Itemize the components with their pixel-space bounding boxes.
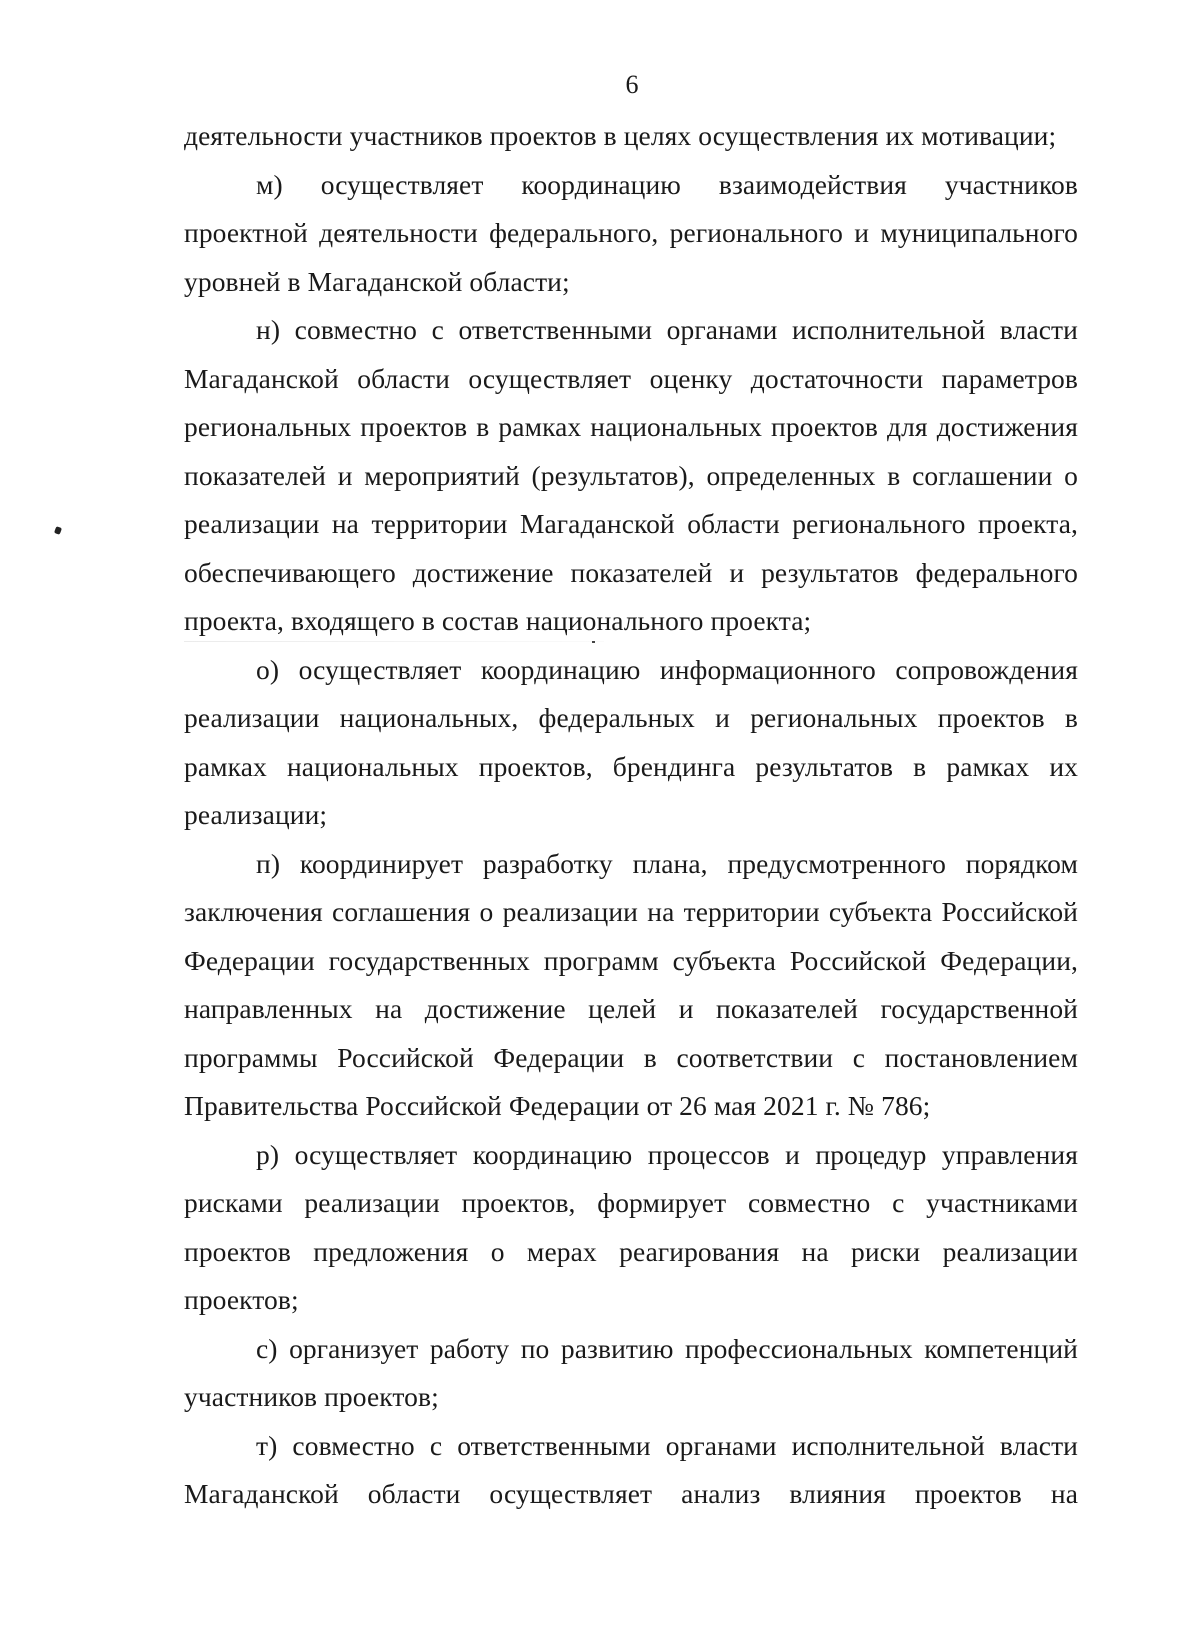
paragraph-r: р) осуществляет координацию процессов и процедур управления рисками реализации проектов, формирует совместно с участниками проектов предложения о мерах реагирования на риски реализации проектов; xyxy=(184,1138,1078,1315)
document-body xyxy=(184,112,1078,1519)
paragraph-n: н) совместно с ответственными органами исполнительной власти Магаданской области осуществляет оценку достаточности параметров региональных проектов в рамках национальных проектов для достижения показателей и мероприятий (результатов), определенных в соглашении о реализации на территории Магаданской области регионального проекта, обеспечивающего достижение показателей и результатов федерального проекта, входящего в состав национального проекта; xyxy=(184,314,1078,636)
page-number: 6 xyxy=(625,70,639,99)
paragraph-o: о) осуществляет координацию информационного сопровождения реализации национальных, федеральных и региональных проектов в рамках национальных проектов, брендинга результатов в рамках их реализации; xyxy=(184,653,1078,830)
paragraph-m: м) осуществляет координацию взаимодействия участников проектной деятельности федерального, регионального и муниципального уровней в Магаданской области; xyxy=(184,168,1078,297)
paragraph-t: т) совместно с ответственными органами исполнительной власти Магаданской области осуществляет анализ влияния проектов на xyxy=(184,1429,1078,1509)
paragraph-s: с) организует работу по развитию профессиональных компетенций участников проектов; xyxy=(184,1332,1078,1412)
scan-artifact-mark xyxy=(54,526,62,535)
paragraph-continuation: деятельности участников проектов в целях осуществления их мотивации; xyxy=(184,120,1057,151)
paragraph-p: п) координирует разработку плана, предусмотренного порядком заключения соглашения о реализации на территории субъекта Российской Федерации государственных программ субъекта Российской Федерации, направленных на достижение целей и показателей государственной программы Российской Федерации в соответствии с постановлением Правительства Российской Федерации от 26 мая 2021 г. № 786; xyxy=(184,847,1078,1121)
